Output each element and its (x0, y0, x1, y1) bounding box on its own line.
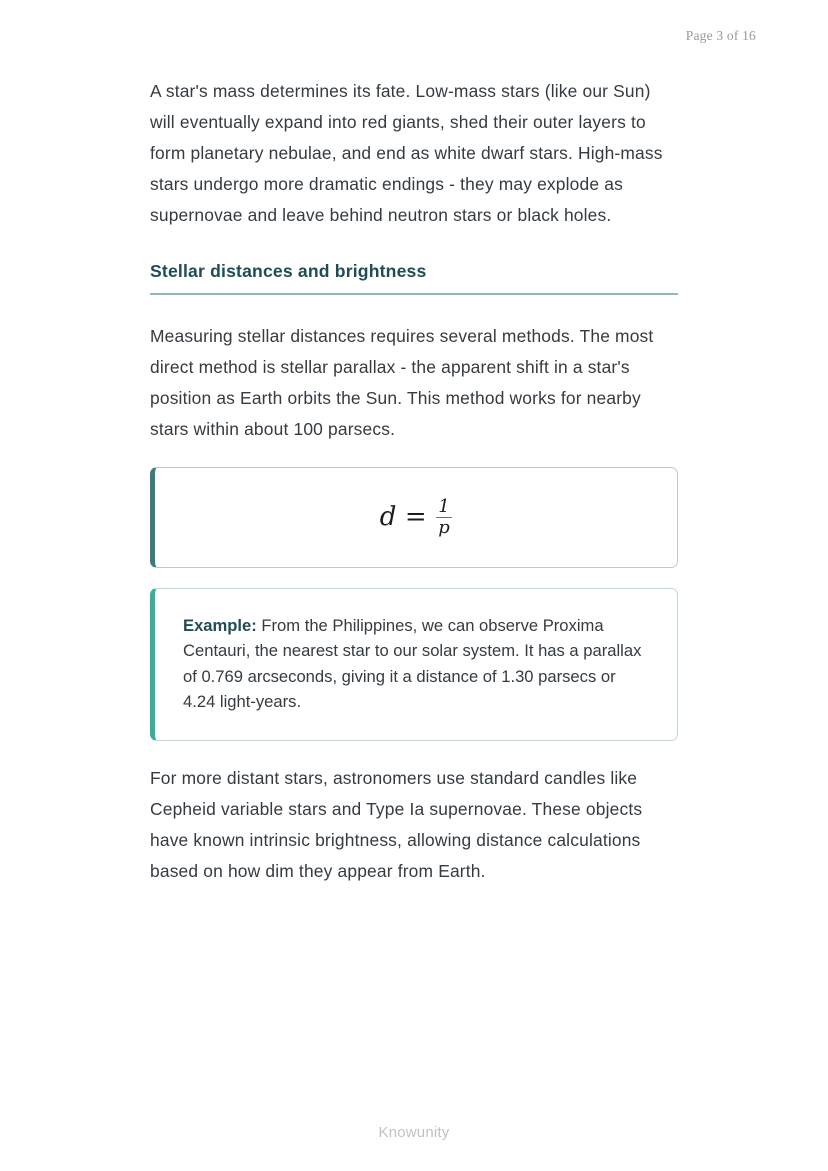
spacer (150, 295, 678, 321)
spacer (150, 568, 678, 588)
watermark-knowunity: Knowunity (378, 1124, 450, 1141)
spacer (150, 231, 678, 259)
example-paragraph (183, 613, 651, 715)
paragraph-standard-candles: For more distant stars, astronomers use standard candles like Cepheid variable stars and Type Ia supernovae. These objects have known intrinsic brightness, allowing distance calculations based on how dim they appear from Earth. (150, 767, 643, 881)
page-content (150, 76, 678, 887)
page-number-indicator: Page 3 of 16 (685, 28, 756, 43)
formula-lhs: d (379, 502, 397, 533)
example-label: Example: (183, 615, 257, 635)
formula-numerator: 1 (438, 495, 451, 517)
formula-denominator: p (438, 516, 451, 538)
formula-callout-box (150, 467, 678, 568)
example-callout-box (150, 588, 678, 741)
paragraph-stellar-fate: A star's mass determines its fate. Low-mass stars (like our Sun) will eventually expand into red giants, shed their outer layers to form planetary nebulae, and end as white dwarf stars. High-mass stars undergo more dramatic endings - they may explode as supernovae and leave behind neutron stars or black holes. (150, 81, 663, 225)
spacer (150, 445, 678, 467)
formula-equals-sign: = (404, 502, 428, 533)
section-heading-stellar-distances: Stellar distances and brightness (150, 261, 427, 281)
example-body-text: From the Philippines, we can observe Proxima Centauri, the nearest star to our solar system. It has a parallax of 0.769 arcseconds, giving it a distance of 1.30 parsecs or 4.24 light-years. (183, 615, 642, 712)
paragraph-parallax-method: Measuring stellar distances requires several methods. The most direct method is stellar parallax - the apparent shift in a star's position as Earth orbits the Sun. This method works for nearby stars within about 100 parsecs. (150, 325, 654, 439)
formula-fraction (436, 495, 452, 538)
formula-expression (379, 495, 452, 538)
spacer (150, 741, 678, 763)
